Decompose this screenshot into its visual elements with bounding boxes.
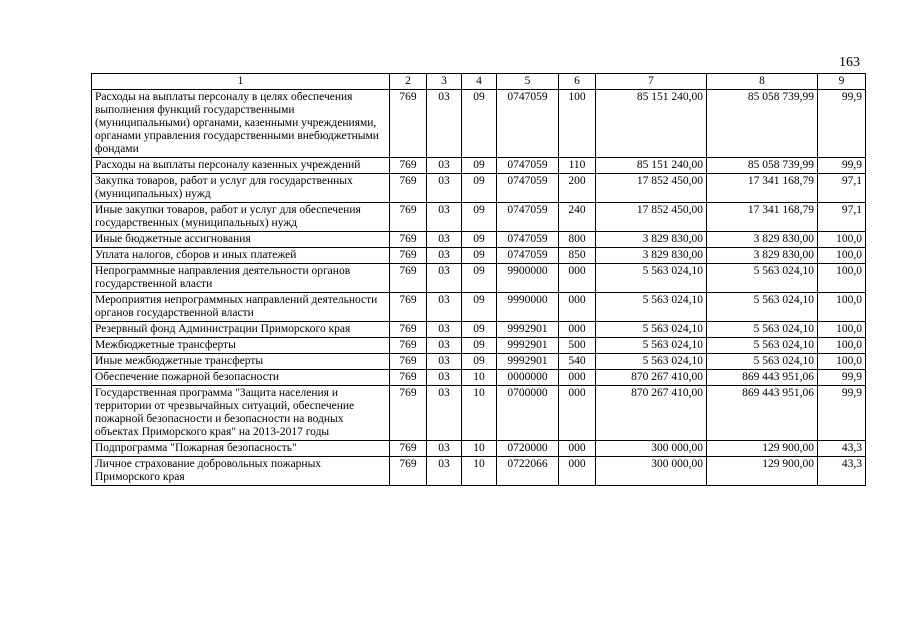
column-header-9: 9 xyxy=(818,74,866,90)
section-code: 03 xyxy=(427,264,462,293)
execution-percent: 43,3 xyxy=(818,457,866,486)
target-article-code: 9990000 xyxy=(497,293,559,322)
header-row xyxy=(92,74,866,90)
section-code: 03 xyxy=(427,370,462,386)
column-header-1: 1 xyxy=(92,74,390,90)
subsection-code: 09 xyxy=(462,338,497,354)
subsection-code: 09 xyxy=(462,158,497,174)
row-name: Личное страхование добровольных пожарных Приморского края xyxy=(92,457,390,486)
subsection-code: 09 xyxy=(462,264,497,293)
executed-amount: 17 341 168,79 xyxy=(707,203,818,232)
execution-percent: 100,0 xyxy=(818,248,866,264)
execution-percent: 99,9 xyxy=(818,370,866,386)
executed-amount: 5 563 024,10 xyxy=(707,293,818,322)
planned-amount: 5 563 024,10 xyxy=(596,322,707,338)
column-header-7: 7 xyxy=(596,74,707,90)
expense-type-code: 800 xyxy=(559,232,596,248)
target-article-code: 0747059 xyxy=(497,203,559,232)
execution-percent: 97,1 xyxy=(818,203,866,232)
row-name: Закупка товаров, работ и услуг для государственных (муниципальных) нужд xyxy=(92,174,390,203)
row-name: Иные закупки товаров, работ и услуг для обеспечения государственных (муниципальных) нужд xyxy=(92,203,390,232)
section-code: 03 xyxy=(427,232,462,248)
planned-amount: 5 563 024,10 xyxy=(596,338,707,354)
expense-type-code: 000 xyxy=(559,386,596,441)
executed-amount: 129 900,00 xyxy=(707,457,818,486)
table-row xyxy=(92,90,866,158)
executed-amount: 5 563 024,10 xyxy=(707,338,818,354)
target-article-code: 0747059 xyxy=(497,90,559,158)
grbs-code: 769 xyxy=(390,158,427,174)
expense-type-code: 110 xyxy=(559,158,596,174)
executed-amount: 3 829 830,00 xyxy=(707,248,818,264)
planned-amount: 5 563 024,10 xyxy=(596,354,707,370)
row-name: Обеспечение пожарной безопасности xyxy=(92,370,390,386)
expense-type-code: 100 xyxy=(559,90,596,158)
expense-type-code: 000 xyxy=(559,370,596,386)
expense-type-code: 000 xyxy=(559,441,596,457)
column-header-2: 2 xyxy=(390,74,427,90)
executed-amount: 85 058 739,99 xyxy=(707,90,818,158)
planned-amount: 85 151 240,00 xyxy=(596,90,707,158)
execution-percent: 100,0 xyxy=(818,354,866,370)
executed-amount: 5 563 024,10 xyxy=(707,264,818,293)
target-article-code: 0747059 xyxy=(497,158,559,174)
target-article-code: 0000000 xyxy=(497,370,559,386)
subsection-code: 10 xyxy=(462,370,497,386)
execution-percent: 99,9 xyxy=(818,158,866,174)
planned-amount: 3 829 830,00 xyxy=(596,232,707,248)
expense-type-code: 850 xyxy=(559,248,596,264)
table-row xyxy=(92,370,866,386)
grbs-code: 769 xyxy=(390,386,427,441)
expense-type-code: 000 xyxy=(559,457,596,486)
row-name: Мероприятия непрограммных направлений деятельности органов государственной власти xyxy=(92,293,390,322)
execution-percent: 100,0 xyxy=(818,322,866,338)
section-code: 03 xyxy=(427,174,462,203)
executed-amount: 85 058 739,99 xyxy=(707,158,818,174)
row-name: Иные межбюджетные трансферты xyxy=(92,354,390,370)
column-header-4: 4 xyxy=(462,74,497,90)
grbs-code: 769 xyxy=(390,203,427,232)
table-row xyxy=(92,386,866,441)
table-row xyxy=(92,354,866,370)
target-article-code: 0722066 xyxy=(497,457,559,486)
section-code: 03 xyxy=(427,158,462,174)
subsection-code: 09 xyxy=(462,232,497,248)
table-row xyxy=(92,441,866,457)
planned-amount: 5 563 024,10 xyxy=(596,264,707,293)
target-article-code: 9992901 xyxy=(497,338,559,354)
expense-type-code: 200 xyxy=(559,174,596,203)
grbs-code: 769 xyxy=(390,174,427,203)
row-name: Уплата налогов, сборов и иных платежей xyxy=(92,248,390,264)
row-name: Непрограммные направления деятельности органов государственной власти xyxy=(92,264,390,293)
expense-type-code: 540 xyxy=(559,354,596,370)
executed-amount: 3 829 830,00 xyxy=(707,232,818,248)
execution-percent: 100,0 xyxy=(818,338,866,354)
executed-amount: 129 900,00 xyxy=(707,441,818,457)
planned-amount: 85 151 240,00 xyxy=(596,158,707,174)
target-article-code: 0700000 xyxy=(497,386,559,441)
grbs-code: 769 xyxy=(390,441,427,457)
section-code: 03 xyxy=(427,203,462,232)
table-row xyxy=(92,293,866,322)
table-row xyxy=(92,158,866,174)
subsection-code: 09 xyxy=(462,293,497,322)
executed-amount: 17 341 168,79 xyxy=(707,174,818,203)
grbs-code: 769 xyxy=(390,248,427,264)
section-code: 03 xyxy=(427,386,462,441)
executed-amount: 869 443 951,06 xyxy=(707,370,818,386)
expense-type-code: 000 xyxy=(559,264,596,293)
subsection-code: 09 xyxy=(462,354,497,370)
subsection-code: 09 xyxy=(462,322,497,338)
grbs-code: 769 xyxy=(390,370,427,386)
planned-amount: 5 563 024,10 xyxy=(596,293,707,322)
row-name: Подпрограмма "Пожарная безопасность" xyxy=(92,441,390,457)
execution-percent: 99,9 xyxy=(818,386,866,441)
table-row xyxy=(92,232,866,248)
table-row xyxy=(92,203,866,232)
subsection-code: 09 xyxy=(462,248,497,264)
grbs-code: 769 xyxy=(390,322,427,338)
execution-percent: 100,0 xyxy=(818,232,866,248)
execution-percent: 99,9 xyxy=(818,90,866,158)
grbs-code: 769 xyxy=(390,293,427,322)
planned-amount: 300 000,00 xyxy=(596,457,707,486)
grbs-code: 769 xyxy=(390,354,427,370)
subsection-code: 10 xyxy=(462,457,497,486)
executed-amount: 869 443 951,06 xyxy=(707,386,818,441)
column-header-8: 8 xyxy=(707,74,818,90)
section-code: 03 xyxy=(427,248,462,264)
section-code: 03 xyxy=(427,457,462,486)
row-name: Государственная программа "Защита населения и территории от чрезвычайных ситуаций, обеспечение пожарной безопасности и безопасности на водных объектах Приморского края" на 2013-2017 годы xyxy=(92,386,390,441)
subsection-code: 10 xyxy=(462,441,497,457)
row-name: Расходы на выплаты персоналу в целях обеспечения выполнения функций государственными (муниципальными) органами, казенными учреждениями, органами управления государственными внебюджетными фондами xyxy=(92,90,390,158)
target-article-code: 0747059 xyxy=(497,174,559,203)
planned-amount: 3 829 830,00 xyxy=(596,248,707,264)
expense-type-code: 000 xyxy=(559,293,596,322)
section-code: 03 xyxy=(427,293,462,322)
execution-percent: 100,0 xyxy=(818,264,866,293)
grbs-code: 769 xyxy=(390,457,427,486)
subsection-code: 09 xyxy=(462,90,497,158)
table-row xyxy=(92,322,866,338)
grbs-code: 769 xyxy=(390,90,427,158)
table-row xyxy=(92,248,866,264)
section-code: 03 xyxy=(427,354,462,370)
target-article-code: 9900000 xyxy=(497,264,559,293)
expense-type-code: 000 xyxy=(559,322,596,338)
expense-type-code: 500 xyxy=(559,338,596,354)
executed-amount: 5 563 024,10 xyxy=(707,354,818,370)
row-name: Расходы на выплаты персоналу казенных учреждений xyxy=(92,158,390,174)
column-header-6: 6 xyxy=(559,74,596,90)
row-name: Резервный фонд Администрации Приморского края xyxy=(92,322,390,338)
section-code: 03 xyxy=(427,338,462,354)
expense-type-code: 240 xyxy=(559,203,596,232)
planned-amount: 870 267 410,00 xyxy=(596,386,707,441)
target-article-code: 0720000 xyxy=(497,441,559,457)
planned-amount: 300 000,00 xyxy=(596,441,707,457)
grbs-code: 769 xyxy=(390,232,427,248)
subsection-code: 09 xyxy=(462,203,497,232)
grbs-code: 769 xyxy=(390,264,427,293)
table-row xyxy=(92,264,866,293)
target-article-code: 0747059 xyxy=(497,232,559,248)
section-code: 03 xyxy=(427,441,462,457)
budget-table xyxy=(91,73,866,486)
column-header-3: 3 xyxy=(427,74,462,90)
execution-percent: 100,0 xyxy=(818,293,866,322)
target-article-code: 9992901 xyxy=(497,354,559,370)
table-row xyxy=(92,174,866,203)
subsection-code: 09 xyxy=(462,174,497,203)
section-code: 03 xyxy=(427,90,462,158)
target-article-code: 0747059 xyxy=(497,248,559,264)
execution-percent: 97,1 xyxy=(818,174,866,203)
planned-amount: 17 852 450,00 xyxy=(596,203,707,232)
grbs-code: 769 xyxy=(390,338,427,354)
section-code: 03 xyxy=(427,322,462,338)
executed-amount: 5 563 024,10 xyxy=(707,322,818,338)
page-number: 163 xyxy=(839,55,860,70)
planned-amount: 17 852 450,00 xyxy=(596,174,707,203)
subsection-code: 10 xyxy=(462,386,497,441)
table-row xyxy=(92,338,866,354)
execution-percent: 43,3 xyxy=(818,441,866,457)
planned-amount: 870 267 410,00 xyxy=(596,370,707,386)
table-row xyxy=(92,457,866,486)
column-header-5: 5 xyxy=(497,74,559,90)
target-article-code: 9992901 xyxy=(497,322,559,338)
row-name: Межбюджетные трансферты xyxy=(92,338,390,354)
row-name: Иные бюджетные ассигнования xyxy=(92,232,390,248)
